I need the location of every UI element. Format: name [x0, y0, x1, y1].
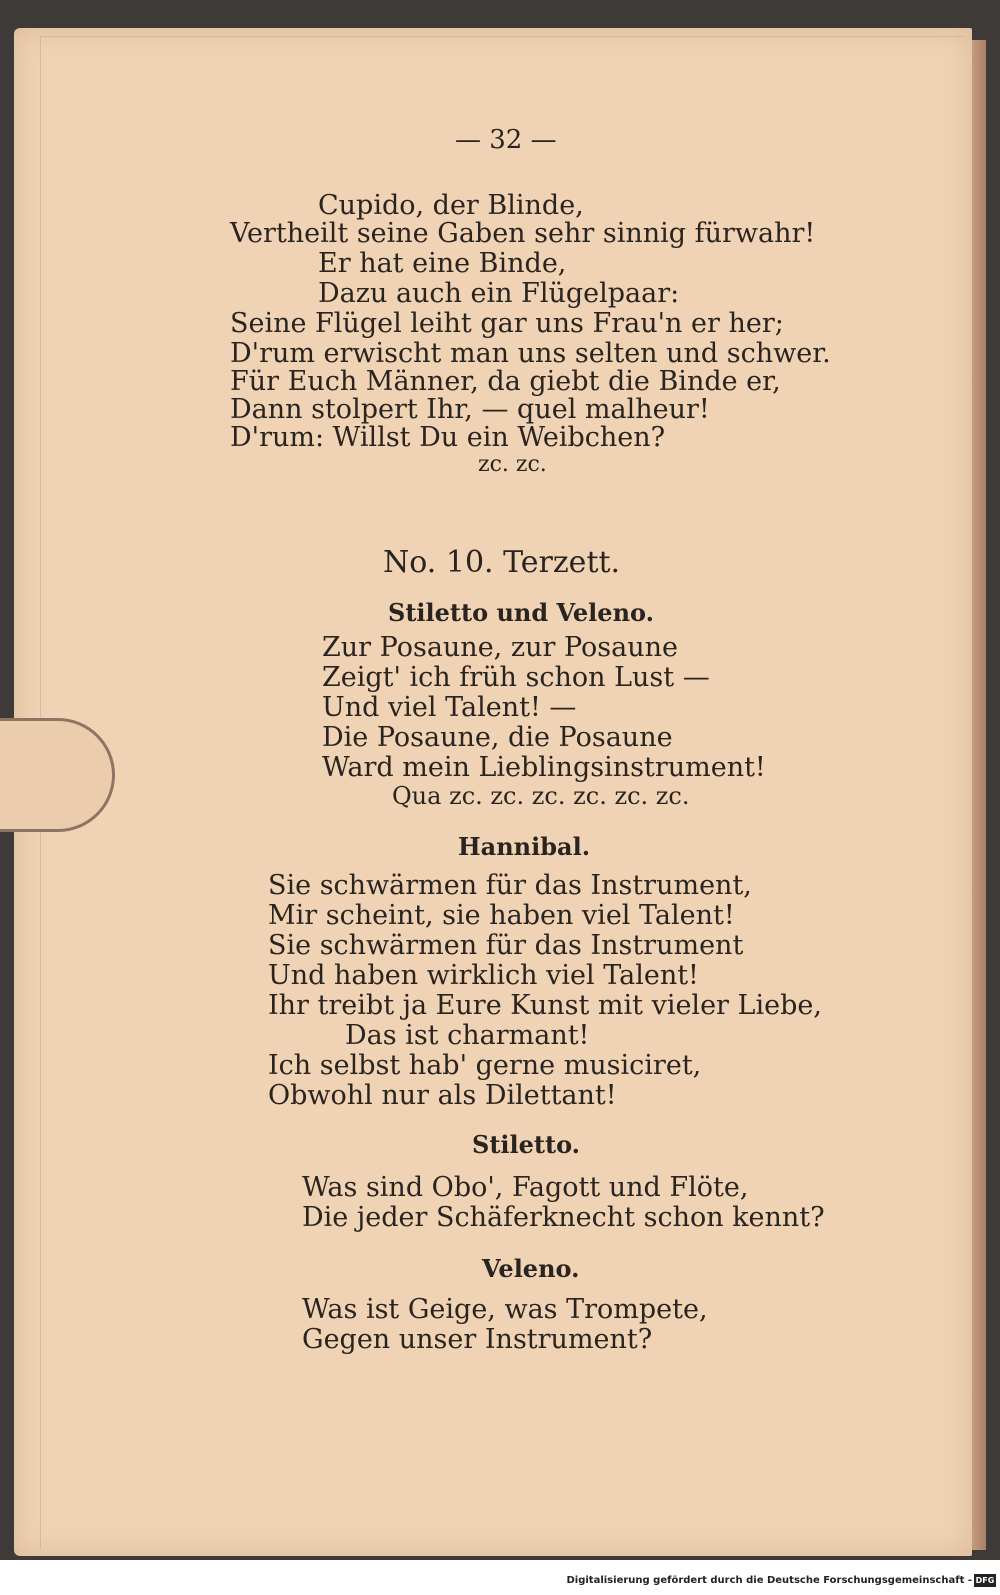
- speaker-name: Veleno.: [482, 1254, 580, 1283]
- verse-line: Dazu auch ein Flügelpaar:: [318, 278, 680, 309]
- verse-line: Ihr treibt ja Eure Kunst mit vieler Liebe,: [268, 990, 822, 1021]
- verse-line: Und haben wirklich viel Talent!: [268, 960, 699, 991]
- verse-line: D'rum erwischt man uns selten und schwer.: [230, 338, 831, 369]
- verse-line: Zeigt' ich früh schon Lust —: [322, 662, 710, 693]
- verse-line: Gegen unser Instrument?: [302, 1324, 653, 1355]
- section-title: No. 10. Terzett.: [383, 545, 621, 580]
- verse-line: Für Euch Männer, da giebt die Binde er,: [230, 366, 781, 397]
- verse-line: Sie schwärmen für das Instrument,: [268, 870, 752, 901]
- speaker-name: Stiletto.: [472, 1130, 581, 1159]
- verse-line: Dann stolpert Ihr, — quel malheur!: [230, 394, 710, 425]
- verse-line: Sie schwärmen für das Instrument: [268, 930, 744, 961]
- verse-line: Cupido, der Blinde,: [318, 190, 584, 221]
- verse-line: Obwohl nur als Dilettant!: [268, 1080, 617, 1111]
- verse-line: Die Posaune, die Posaune: [322, 722, 673, 753]
- verse-line: Ich selbst hab' gerne musiciret,: [268, 1050, 702, 1081]
- verse-line: Ward mein Lieblingsinstrument!: [322, 752, 766, 783]
- verse-line: Die jeder Schäferknecht schon kennt?: [302, 1202, 825, 1233]
- page-number: — 32 —: [455, 125, 557, 155]
- verse-line: zc. zc.: [478, 452, 547, 477]
- verse-line: Mir scheint, sie haben viel Talent!: [268, 900, 735, 931]
- verse-line: Seine Flügel leiht gar uns Frau'n er her;: [230, 308, 784, 339]
- verse-line: Qua zc. zc. zc. zc. zc. zc.: [392, 782, 690, 810]
- speaker-name: Hannibal.: [458, 832, 591, 861]
- dfg-logo: DFG: [975, 1576, 995, 1585]
- digitization-credit: Digitalisierung gefördert durch die Deutsche Forschungsgemeinschaft -: [566, 1575, 972, 1586]
- verse-line: Was ist Geige, was Trompete,: [302, 1294, 708, 1325]
- verse-line: Zur Posaune, zur Posaune: [322, 632, 678, 663]
- verse-line: Vertheilt seine Gaben sehr sinnig fürwahr!: [230, 218, 816, 249]
- verse-line: Er hat eine Binde,: [318, 248, 567, 279]
- verse-line: D'rum: Willst Du ein Weibchen?: [230, 422, 666, 453]
- verse-line: Das ist charmant!: [345, 1020, 590, 1051]
- verse-line: Und viel Talent! —: [322, 692, 577, 723]
- speaker-name: Stiletto und Veleno.: [388, 598, 654, 627]
- page-clip: [0, 718, 115, 832]
- verse-line: Was sind Obo', Fagott und Flöte,: [302, 1172, 749, 1203]
